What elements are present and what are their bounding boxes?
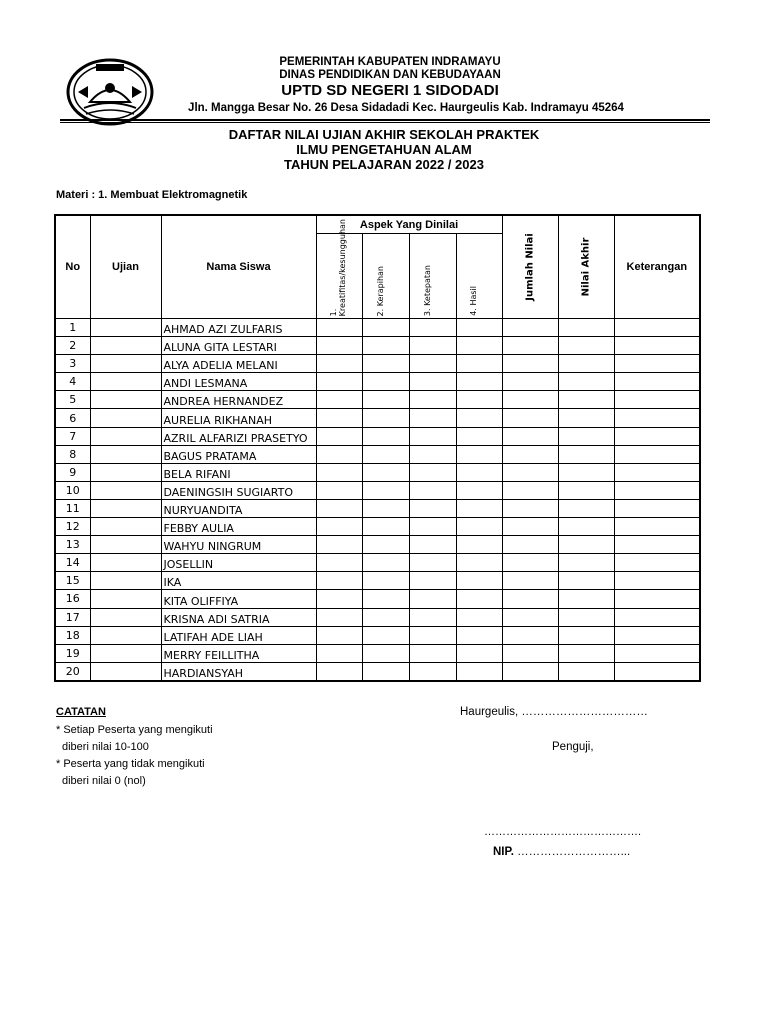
table-row: [55, 499, 700, 517]
row-score-cell[interactable]: [502, 608, 558, 626]
table-row: [55, 554, 700, 572]
row-score-cell[interactable]: [316, 626, 362, 644]
row-score-cell[interactable]: [558, 391, 614, 409]
row-score-cell[interactable]: [558, 572, 614, 590]
row-score-cell[interactable]: [502, 572, 558, 590]
row-no: 18: [55, 626, 90, 644]
row-score-cell[interactable]: [558, 554, 614, 572]
doc-title-line1: DAFTAR NILAI UJIAN AKHIR SEKOLAH PRAKTEK: [228, 127, 540, 142]
row-score-cell[interactable]: [362, 608, 409, 626]
row-keterangan-cell[interactable]: [614, 572, 700, 590]
table-row: [55, 572, 700, 590]
row-score-cell[interactable]: [502, 427, 558, 445]
row-score-cell[interactable]: [409, 319, 456, 337]
row-score-cell[interactable]: [456, 319, 502, 337]
row-score-cell[interactable]: [316, 391, 362, 409]
row-no: 6: [55, 409, 90, 427]
header-no: No: [55, 215, 90, 319]
row-score-cell[interactable]: [558, 427, 614, 445]
row-score-cell[interactable]: [409, 554, 456, 572]
note-line: * Peserta yang tidak mengikuti: [56, 758, 205, 770]
row-keterangan-cell[interactable]: [614, 554, 700, 572]
row-score-cell[interactable]: [502, 536, 558, 554]
row-ujian-cell[interactable]: [90, 319, 161, 337]
row-score-cell[interactable]: [409, 355, 456, 373]
row-keterangan-cell[interactable]: [614, 463, 700, 481]
row-score-cell[interactable]: [316, 481, 362, 499]
row-student-name: DAENINGSIH SUGIARTO: [161, 481, 316, 499]
row-score-cell[interactable]: [456, 499, 502, 517]
row-score-cell[interactable]: [362, 626, 409, 644]
row-student-name: AURELIA RIKHANAH: [161, 409, 316, 427]
row-score-cell[interactable]: [456, 373, 502, 391]
row-score-cell[interactable]: [362, 355, 409, 373]
row-score-cell[interactable]: [558, 499, 614, 517]
row-score-cell[interactable]: [362, 662, 409, 681]
row-no: 10: [55, 481, 90, 499]
row-keterangan-cell[interactable]: [614, 409, 700, 427]
row-score-cell[interactable]: [316, 427, 362, 445]
row-score-cell[interactable]: [456, 463, 502, 481]
row-keterangan-cell[interactable]: [614, 373, 700, 391]
row-score-cell[interactable]: [316, 662, 362, 681]
row-score-cell[interactable]: [409, 391, 456, 409]
row-score-cell[interactable]: [409, 518, 456, 536]
row-ujian-cell[interactable]: [90, 536, 161, 554]
row-no: 11: [55, 499, 90, 517]
doc-title-line3: TAHUN PELAJARAN 2022 / 2023: [284, 157, 484, 172]
row-ujian-cell[interactable]: [90, 572, 161, 590]
row-score-cell[interactable]: [456, 391, 502, 409]
row-ujian-cell[interactable]: [90, 481, 161, 499]
header-nama-siswa: Nama Siswa: [161, 215, 316, 319]
row-score-cell[interactable]: [558, 626, 614, 644]
row-keterangan-cell[interactable]: [614, 590, 700, 608]
row-score-cell[interactable]: [409, 463, 456, 481]
row-student-name: HARDIANSYAH: [161, 662, 316, 681]
row-score-cell[interactable]: [409, 373, 456, 391]
row-no: 15: [55, 572, 90, 590]
row-score-cell[interactable]: [456, 518, 502, 536]
row-keterangan-cell[interactable]: [614, 355, 700, 373]
nip-value: ………………………...: [513, 846, 631, 858]
table-row: [55, 536, 700, 554]
row-score-cell[interactable]: [409, 536, 456, 554]
row-ujian-cell[interactable]: [90, 391, 161, 409]
materi-label: Materi : 1. Membuat Elektromagnetik: [56, 189, 248, 201]
row-score-cell[interactable]: [362, 499, 409, 517]
row-score-cell[interactable]: [316, 337, 362, 355]
row-score-cell[interactable]: [558, 590, 614, 608]
row-score-cell[interactable]: [409, 644, 456, 662]
row-score-cell[interactable]: [502, 518, 558, 536]
row-score-cell[interactable]: [558, 355, 614, 373]
row-score-cell[interactable]: [502, 319, 558, 337]
row-score-cell[interactable]: [502, 662, 558, 681]
row-score-cell[interactable]: [558, 337, 614, 355]
row-score-cell[interactable]: [316, 644, 362, 662]
table-row: [55, 463, 700, 481]
row-score-cell[interactable]: [316, 499, 362, 517]
row-no: 8: [55, 445, 90, 463]
row-score-cell[interactable]: [502, 391, 558, 409]
row-score-cell[interactable]: [502, 481, 558, 499]
row-score-cell[interactable]: [409, 337, 456, 355]
row-score-cell[interactable]: [316, 319, 362, 337]
header-aspek: Aspek Yang Dinilai: [316, 215, 502, 234]
row-score-cell[interactable]: [456, 590, 502, 608]
row-ujian-cell[interactable]: [90, 626, 161, 644]
row-no: 2: [55, 337, 90, 355]
signature-place-date: Haurgeulis, ……………………………: [460, 706, 648, 718]
school-name: UPTD SD NEGERI 1 SIDODADI: [281, 82, 499, 99]
row-ujian-cell[interactable]: [90, 554, 161, 572]
row-no: 19: [55, 644, 90, 662]
row-score-cell[interactable]: [502, 337, 558, 355]
row-score-cell[interactable]: [558, 644, 614, 662]
row-no: 3: [55, 355, 90, 373]
row-score-cell[interactable]: [502, 445, 558, 463]
row-score-cell[interactable]: [558, 536, 614, 554]
row-score-cell[interactable]: [362, 536, 409, 554]
row-score-cell[interactable]: [456, 337, 502, 355]
row-score-cell[interactable]: [316, 373, 362, 391]
row-score-cell[interactable]: [558, 481, 614, 499]
row-student-name: MERRY FEILLITHA: [161, 644, 316, 662]
row-score-cell[interactable]: [316, 572, 362, 590]
header-aspek-4: 4. Hasil: [456, 234, 502, 319]
row-no: 9: [55, 463, 90, 481]
signature-role: Penguji,: [552, 741, 594, 753]
row-keterangan-cell[interactable]: [614, 337, 700, 355]
nip-line: [493, 846, 630, 858]
nip-label: NIP.: [493, 846, 514, 858]
row-score-cell[interactable]: [502, 409, 558, 427]
row-ujian-cell[interactable]: [90, 662, 161, 681]
row-student-name: ANDI LESMANA: [161, 373, 316, 391]
row-score-cell[interactable]: [456, 536, 502, 554]
row-student-name: JOSELLIN: [161, 554, 316, 572]
row-score-cell[interactable]: [316, 554, 362, 572]
row-score-cell[interactable]: [409, 409, 456, 427]
header-divider-thin: [60, 122, 710, 123]
table-row: [55, 355, 700, 373]
row-keterangan-cell[interactable]: [614, 445, 700, 463]
row-keterangan-cell[interactable]: [614, 518, 700, 536]
header-jumlah-nilai: Jumlah Nilai: [502, 215, 558, 319]
note-line: diberi nilai 0 (nol): [62, 775, 146, 787]
row-no: 17: [55, 608, 90, 626]
row-ujian-cell[interactable]: [90, 445, 161, 463]
row-score-cell[interactable]: [316, 355, 362, 373]
header-aspek-3: 3. Ketepatan: [409, 234, 456, 319]
row-keterangan-cell[interactable]: [614, 427, 700, 445]
row-student-name: AZRIL ALFARIZI PRASETYO: [161, 427, 316, 445]
row-score-cell[interactable]: [362, 427, 409, 445]
row-no: 13: [55, 536, 90, 554]
row-no: 14: [55, 554, 90, 572]
row-score-cell[interactable]: [362, 518, 409, 536]
row-ujian-cell[interactable]: [90, 463, 161, 481]
table-row: [55, 662, 700, 681]
row-no: 1: [55, 319, 90, 337]
row-score-cell[interactable]: [362, 409, 409, 427]
row-score-cell[interactable]: [362, 572, 409, 590]
row-ujian-cell[interactable]: [90, 518, 161, 536]
row-keterangan-cell[interactable]: [614, 499, 700, 517]
note-line: diberi nilai 10-100: [62, 741, 149, 753]
row-score-cell[interactable]: [409, 662, 456, 681]
row-student-name: ALUNA GITA LESTARI: [161, 337, 316, 355]
row-score-cell[interactable]: [456, 572, 502, 590]
row-score-cell[interactable]: [362, 463, 409, 481]
row-no: 12: [55, 518, 90, 536]
table-row: [55, 337, 700, 355]
row-score-cell[interactable]: [502, 590, 558, 608]
row-student-name: WAHYU NINGRUM: [161, 536, 316, 554]
row-score-cell[interactable]: [456, 608, 502, 626]
table-row: [55, 427, 700, 445]
table-row: [55, 409, 700, 427]
row-score-cell[interactable]: [502, 355, 558, 373]
row-score-cell[interactable]: [456, 409, 502, 427]
row-score-cell[interactable]: [362, 337, 409, 355]
row-score-cell[interactable]: [362, 481, 409, 499]
row-student-name: IKA: [161, 572, 316, 590]
row-keterangan-cell[interactable]: [614, 662, 700, 681]
row-score-cell[interactable]: [502, 499, 558, 517]
row-score-cell[interactable]: [558, 662, 614, 681]
row-keterangan-cell[interactable]: [614, 319, 700, 337]
signature-line: …………………………………….: [484, 826, 642, 838]
table-row: [55, 391, 700, 409]
row-ujian-cell[interactable]: [90, 409, 161, 427]
row-score-cell[interactable]: [456, 554, 502, 572]
row-student-name: LATIFAH ADE LIAH: [161, 626, 316, 644]
header-aspek-2: 2. Kerapihan: [362, 234, 409, 319]
row-score-cell[interactable]: [362, 590, 409, 608]
row-no: 7: [55, 427, 90, 445]
row-score-cell[interactable]: [316, 590, 362, 608]
row-score-cell[interactable]: [409, 481, 456, 499]
row-score-cell[interactable]: [316, 409, 362, 427]
table-row: [55, 319, 700, 337]
row-ujian-cell[interactable]: [90, 590, 161, 608]
table-row: [55, 445, 700, 463]
header-aspek-1: 1. Kreatifitas/kesungguhan: [316, 234, 362, 319]
row-score-cell[interactable]: [558, 409, 614, 427]
table-row: [55, 481, 700, 499]
table-row: [55, 626, 700, 644]
row-ujian-cell[interactable]: [90, 337, 161, 355]
header-ujian: Ujian: [90, 215, 161, 319]
row-keterangan-cell[interactable]: [614, 391, 700, 409]
row-student-name: KRISNA ADI SATRIA: [161, 608, 316, 626]
row-score-cell[interactable]: [456, 644, 502, 662]
row-score-cell[interactable]: [409, 626, 456, 644]
table-row: [55, 608, 700, 626]
row-ujian-cell[interactable]: [90, 608, 161, 626]
row-score-cell[interactable]: [362, 373, 409, 391]
row-score-cell[interactable]: [316, 463, 362, 481]
row-student-name: BAGUS PRATAMA: [161, 445, 316, 463]
row-score-cell[interactable]: [558, 373, 614, 391]
row-score-cell[interactable]: [456, 445, 502, 463]
row-student-name: ALYA ADELIA MELANI: [161, 355, 316, 373]
row-score-cell[interactable]: [456, 481, 502, 499]
row-score-cell[interactable]: [456, 427, 502, 445]
row-score-cell[interactable]: [456, 662, 502, 681]
row-score-cell[interactable]: [409, 445, 456, 463]
note-line: * Setiap Peserta yang mengikuti: [56, 724, 213, 736]
row-score-cell[interactable]: [456, 355, 502, 373]
table-row: [55, 644, 700, 662]
row-no: 16: [55, 590, 90, 608]
row-keterangan-cell[interactable]: [614, 644, 700, 662]
row-score-cell[interactable]: [558, 445, 614, 463]
row-ujian-cell[interactable]: [90, 644, 161, 662]
row-score-cell[interactable]: [502, 373, 558, 391]
row-score-cell[interactable]: [409, 608, 456, 626]
school-address: Jln. Mangga Besar No. 26 Desa Sidadadi Kec. Haurgeulis Kab. Indramayu 45264: [188, 102, 624, 114]
row-score-cell[interactable]: [316, 608, 362, 626]
row-score-cell[interactable]: [558, 319, 614, 337]
row-keterangan-cell[interactable]: [614, 608, 700, 626]
row-score-cell[interactable]: [502, 554, 558, 572]
score-table: [54, 214, 701, 682]
row-score-cell[interactable]: [409, 427, 456, 445]
row-no: 4: [55, 373, 90, 391]
row-score-cell[interactable]: [558, 608, 614, 626]
row-score-cell[interactable]: [316, 536, 362, 554]
table-row: [55, 590, 700, 608]
row-score-cell[interactable]: [362, 391, 409, 409]
row-score-cell[interactable]: [409, 590, 456, 608]
row-keterangan-cell[interactable]: [614, 626, 700, 644]
row-ujian-cell[interactable]: [90, 499, 161, 517]
doc-title-line2: ILMU PENGETAHUAN ALAM: [296, 142, 472, 157]
header-nilai-akhir: Nilai Akhir: [558, 215, 614, 319]
row-score-cell[interactable]: [409, 572, 456, 590]
row-ujian-cell[interactable]: [90, 373, 161, 391]
table-row: [55, 518, 700, 536]
row-score-cell[interactable]: [362, 554, 409, 572]
row-student-name: FEBBY AULIA: [161, 518, 316, 536]
row-score-cell[interactable]: [502, 463, 558, 481]
row-keterangan-cell[interactable]: [614, 536, 700, 554]
row-ujian-cell[interactable]: [90, 355, 161, 373]
row-student-name: AHMAD AZI ZULFARIS: [161, 319, 316, 337]
row-student-name: NURYUANDITA: [161, 499, 316, 517]
row-score-cell[interactable]: [502, 626, 558, 644]
catatan-heading: CATATAN: [56, 706, 106, 718]
row-score-cell[interactable]: [502, 644, 558, 662]
row-student-name: KITA OLIFFIYA: [161, 590, 316, 608]
row-score-cell[interactable]: [409, 499, 456, 517]
row-no: 20: [55, 662, 90, 681]
table-row: [55, 373, 700, 391]
row-score-cell[interactable]: [456, 626, 502, 644]
header-line2: DINAS PENDIDIKAN DAN KEBUDAYAAN: [279, 69, 501, 81]
header-keterangan: Keterangan: [614, 215, 700, 319]
header-divider: [60, 119, 710, 121]
row-student-name: BELA RIFANI: [161, 463, 316, 481]
row-student-name: ANDREA HERNANDEZ: [161, 391, 316, 409]
row-score-cell[interactable]: [362, 445, 409, 463]
row-score-cell[interactable]: [362, 319, 409, 337]
row-ujian-cell[interactable]: [90, 427, 161, 445]
row-score-cell[interactable]: [316, 518, 362, 536]
row-no: 5: [55, 391, 90, 409]
row-score-cell[interactable]: [558, 463, 614, 481]
row-score-cell[interactable]: [316, 445, 362, 463]
row-keterangan-cell[interactable]: [614, 481, 700, 499]
header-line1: PEMERINTAH KABUPATEN INDRAMAYU: [279, 56, 501, 68]
row-score-cell[interactable]: [558, 518, 614, 536]
row-score-cell[interactable]: [362, 644, 409, 662]
